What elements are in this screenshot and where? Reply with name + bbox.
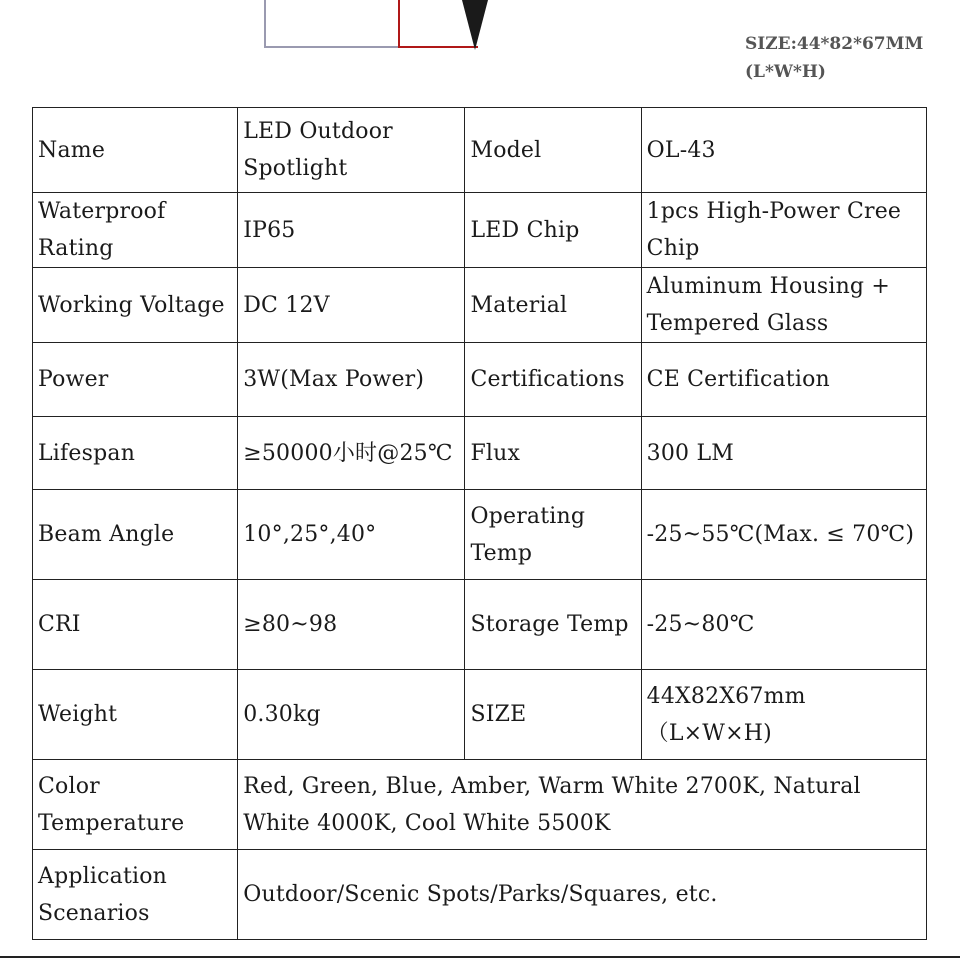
spec-label: Working Voltage xyxy=(33,268,238,343)
spec-value: -25~55℃(Max. ≤ 70℃) xyxy=(641,490,926,580)
spec-label: Weight xyxy=(33,670,238,760)
spec-label: Operating Temp xyxy=(465,490,641,580)
table-row xyxy=(33,670,927,760)
size-value-line2: （L×W×H) xyxy=(646,720,772,746)
drawing-outline-left xyxy=(264,0,398,48)
table-row xyxy=(33,760,927,850)
spec-label: Certifications xyxy=(465,343,641,417)
spec-value: OL-43 xyxy=(641,108,926,193)
spec-value: 0.30kg xyxy=(238,670,465,760)
spec-value: Red, Green, Blue, Amber, Warm White 2700K, Natural White 4000K, Cool White 5500K xyxy=(238,760,927,850)
dimension-drawing xyxy=(264,0,494,52)
spec-value: 1pcs High-Power Cree Chip xyxy=(641,193,926,268)
table-row xyxy=(33,417,927,490)
table-row xyxy=(33,850,927,940)
drawing-spike-icon xyxy=(460,0,490,52)
spec-label: Flux xyxy=(465,417,641,490)
spec-label: Power xyxy=(33,343,238,417)
table-row xyxy=(33,580,927,670)
page-divider xyxy=(0,956,960,958)
spec-value: DC 12V xyxy=(238,268,465,343)
spec-value: 300 LM xyxy=(641,417,926,490)
spec-label: Storage Temp xyxy=(465,580,641,670)
spec-value: IP65 xyxy=(238,193,465,268)
spec-value xyxy=(641,670,926,760)
spec-label: Application Scenarios xyxy=(33,850,238,940)
table-row xyxy=(33,490,927,580)
spec-label: Lifespan xyxy=(33,417,238,490)
size-note-line2: (L*W*H) xyxy=(745,62,826,82)
size-value-line1: 44X82X67mm xyxy=(646,683,806,709)
spec-label: Model xyxy=(465,108,641,193)
size-note-line1: SIZE:44*82*67MM xyxy=(745,34,924,54)
spec-value: LED Outdoor Spotlight xyxy=(238,108,465,193)
spec-label: Waterproof Rating xyxy=(33,193,238,268)
spec-value: CE Certification xyxy=(641,343,926,417)
spec-value: Aluminum Housing + Tempered Glass xyxy=(641,268,926,343)
spec-value: ≥50000小时@25℃ xyxy=(238,417,465,490)
table-row xyxy=(33,108,927,193)
spec-label: Beam Angle xyxy=(33,490,238,580)
spec-label: Color Temperature xyxy=(33,760,238,850)
table-row xyxy=(33,268,927,343)
spec-label: LED Chip xyxy=(465,193,641,268)
spec-label: Material xyxy=(465,268,641,343)
spec-label: CRI xyxy=(33,580,238,670)
spec-table xyxy=(32,107,927,940)
spec-label: SIZE xyxy=(465,670,641,760)
spec-value: ≥80~98 xyxy=(238,580,465,670)
spec-value: 3W(Max Power) xyxy=(238,343,465,417)
table-row xyxy=(33,343,927,417)
size-note xyxy=(745,30,945,86)
table-row xyxy=(33,193,927,268)
spec-value: Outdoor/Scenic Spots/Parks/Squares, etc. xyxy=(238,850,927,940)
spec-label: Name xyxy=(33,108,238,193)
spec-value: -25~80℃ xyxy=(641,580,926,670)
spec-value: 10°,25°,40° xyxy=(238,490,465,580)
